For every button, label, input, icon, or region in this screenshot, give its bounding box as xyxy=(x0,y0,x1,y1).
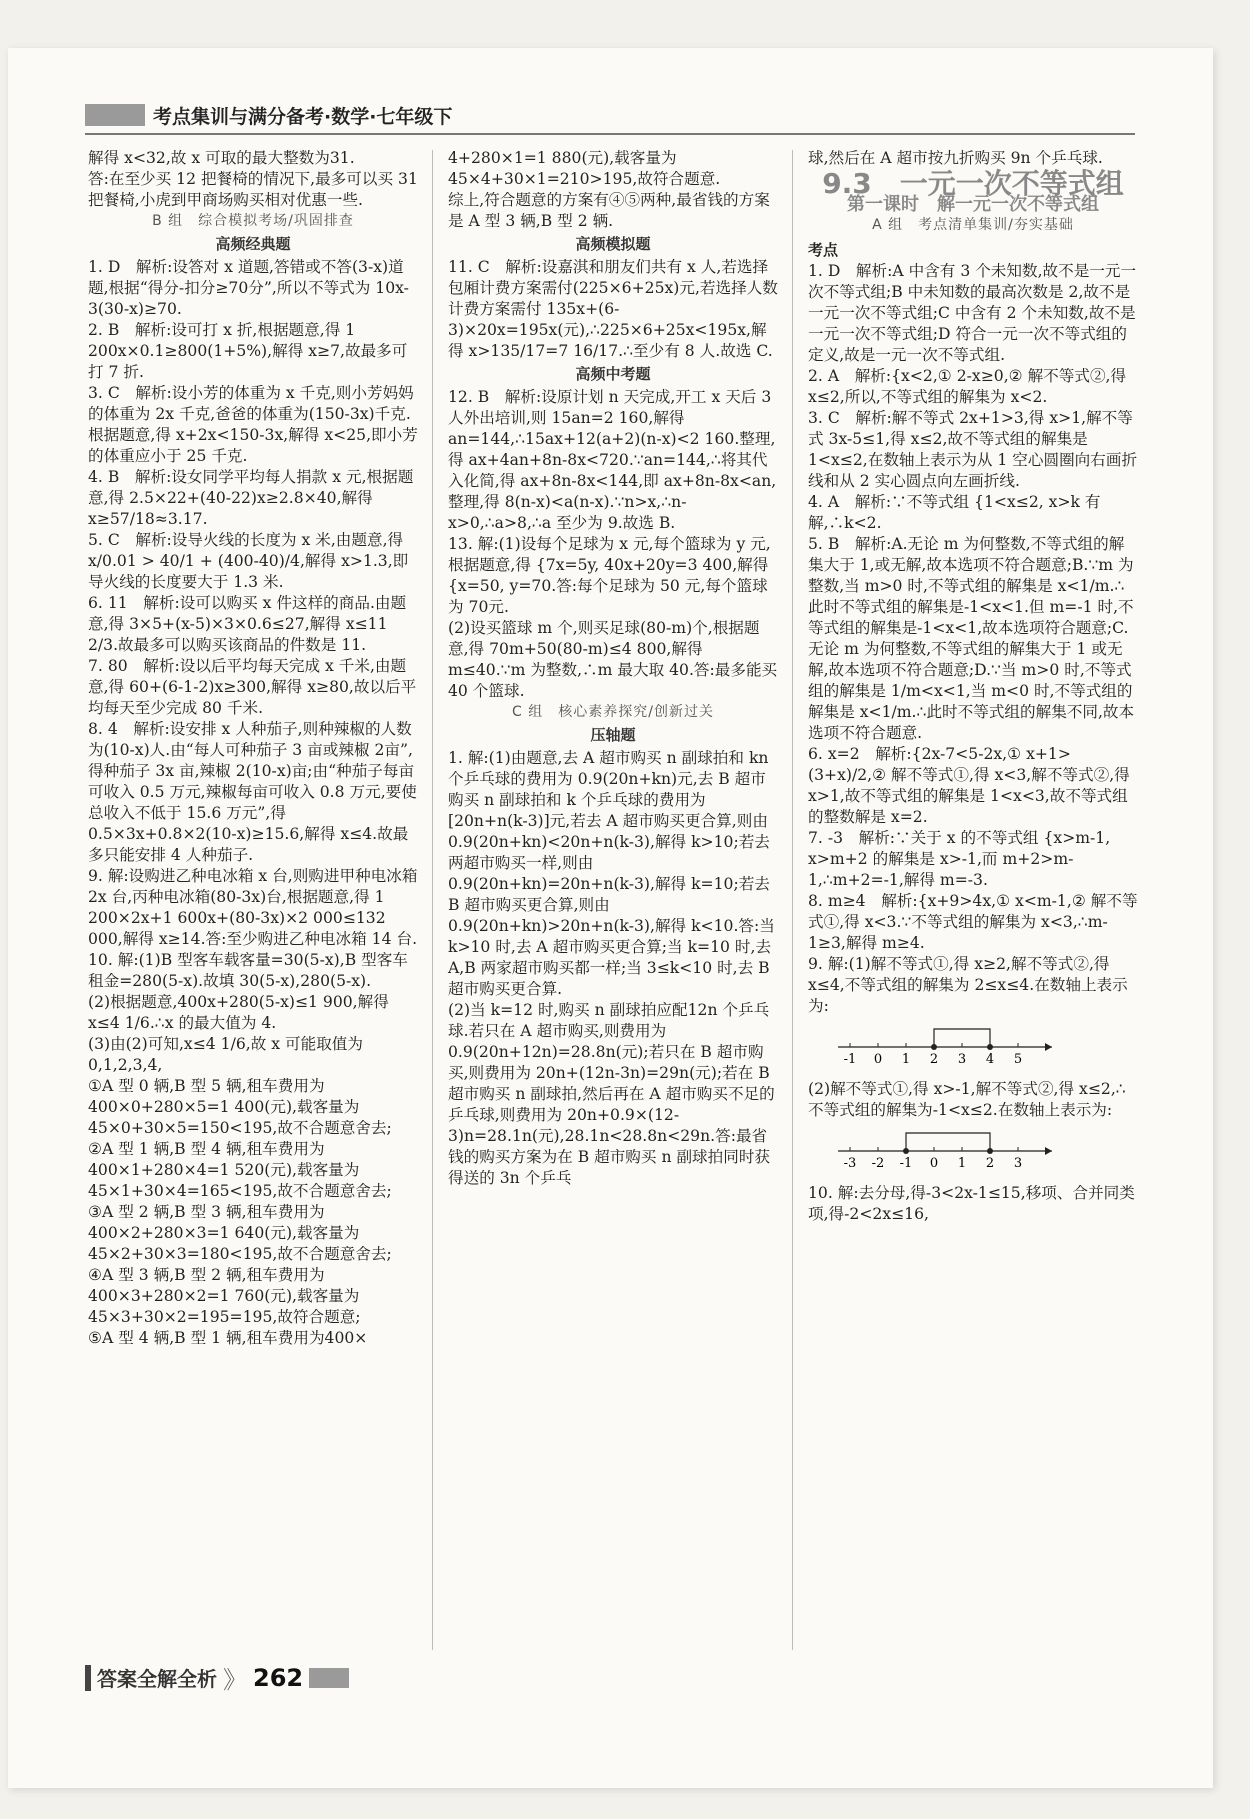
answer-text: 7. -3 解析:∵关于 x 的不等式组 {x>m-1, x>m+2 的解集是 x>-1,而 m+2>m-1,∴m+2=-1,解得 m=-3. xyxy=(808,829,1111,889)
number-line xyxy=(830,1021,1060,1069)
column-divider xyxy=(432,150,433,1650)
answer-text: 7. 80 解析:设以后平均每天完成 x 千米,由题意,得 60+(6-1-2)x≥300,解得 x≥80,故以后平均每天至少完成 80 千米. xyxy=(88,657,417,717)
answer-text: 综上,符合题意的方案有④⑤两种,最省钱的方案是 A 型 3 辆,B 型 2 辆. xyxy=(448,191,770,230)
endpoint-dot xyxy=(987,1148,993,1154)
column-divider xyxy=(792,150,793,1650)
number-line-label: -1 xyxy=(899,1156,913,1171)
answer-text: 5. C 解析:设导火线的长度为 x 米,由题意,得 x/0.01 > 40/1 + (400-40)/4,解得 x>1.3,即导火线的长度要大于 1.3 米. xyxy=(88,531,409,591)
number-line-label: 2 xyxy=(929,1052,939,1067)
answer-text: 6. x=2 解析:{2x-7<5-2x,① x+1>(3+x)/2,② 解不等式①,得 x<3,解不等式②,得 x>1,故不等式组的解集是 1<x<3,故不等式组的整数解是 x=2. xyxy=(808,745,1130,826)
group-heading: A 组 考点清单集训/夯实基础 xyxy=(872,217,1074,233)
solution-bracket xyxy=(906,1133,990,1151)
number-line-label: 1 xyxy=(901,1052,911,1067)
answer-text: ④A 型 3 辆,B 型 2 辆,租车费用为400×3+280×2=1 760(元),载客量为 45×3+30×2=195=195,故符合题意; xyxy=(88,1266,361,1326)
column-3 xyxy=(808,148,1138,1225)
answer-text: 12. B 解析:设原计划 n 天完成,开工 x 天后 3 人外出培训,则 15an=2 160,解得 an=144,∴15ax+12(a+2)(n-x)<2 160.整理,得 ax+4an+8n-8x<720.∵an=144,∴将其代入化简,得 ax+8n-8x<144,即 ax+8n-8x<an,整理,得 8(n-x)<a(n-x).∵n>x,∴n-x>0,∴a>8,∴a 至少为 9.故选 B. xyxy=(448,388,777,532)
column-3-answers xyxy=(808,261,1138,1225)
chevron-right-icon: 》 xyxy=(223,1666,247,1694)
number-line-label: 5 xyxy=(1013,1052,1023,1067)
answer-text: 2. B 解析:设可打 x 折,根据题意,得 1 200x×0.1≥800(1+5%),解得 x≥7,故最多可打 7 折. xyxy=(88,321,408,381)
column-1 xyxy=(88,148,418,1349)
arrow-right-icon xyxy=(1045,1147,1052,1155)
answer-text: 13. 解:(1)设每个足球为 x 元,每个篮球为 y 元,根据题意,得 {7x=5y, 40x+20y=3 400,解得 {x=50, y=70.答:每个足球为 50 元,每个篮球为 70元. xyxy=(448,535,771,616)
header-title: 考点集训与满分备考·数学·七年级下 xyxy=(153,105,453,128)
section-heading: 压轴题 xyxy=(590,726,636,744)
number-line-label: -3 xyxy=(843,1156,857,1171)
answer-text: 6. 11 解析:设可以购买 x 件这样的商品.由题意,得 3×5+(x-5)×3×0.6≤27,解得 x≤11 2/3.故最多可以购买该商品的件数是 11. xyxy=(88,594,407,654)
answer-text: 4. A 解析:∵不等式组 {1<x≤2, x>k 有解,∴k<2. xyxy=(808,493,1101,532)
column-3-continuation xyxy=(808,148,1138,169)
kaodian-heading: 考点 xyxy=(808,241,839,259)
answer-text: ⑤A 型 4 辆,B 型 1 辆,租车费用为400× xyxy=(88,1329,368,1347)
answer-text: 11. C 解析:设嘉淇和朋友们共有 x 人,若选择包厢计费方案需付(225×6+25x)元,若选择人数计费方案需付 135x+(6-3)×20x=195x(元),∴225×6+25x<195x,解得 x>135/17=7 16/17.∴至少有 8 人.故选 C. xyxy=(448,258,778,360)
answer-text: 解得 x<32,故 x 可取的最大整数为31. xyxy=(88,149,355,167)
header-bar-decoration xyxy=(85,104,145,126)
answer-text: 8. 4 解析:设安排 x 人种茄子,则种辣椒的人数为(10-x)人.由“每人可种茄子 3 亩或辣椒 2亩”,得种茄子 3x 亩,辣椒 2(10-x)亩;由“种茄子每亩可收入 0.5 万元,辣椒每亩可收入 0.8 万元,要使总收入不低于 15.6 万元”,得 0.5×3x+0.8×2(10-x)≥15.6,解得 x≤4.故最多只能安排 4 人种茄子. xyxy=(88,720,417,864)
arrow-right-icon xyxy=(1045,1043,1052,1051)
answer-text: (2)当 k=12 时,购买 n 副球拍应配12n 个乒乓球.若只在 A 超市购买,则费用为 0.9(20n+12n)=28.8n(元);若只在 B 超市购买,则费用为 20n+(12n-3n)=29n(元);若在 B 超市购买 n 副球拍,然后再在 A 超市购买不足的乒乓球,则费用为 20n+0.9×(12-3)n=28.1n(元),28.1n<28.8n<29n.答:最省钱的购买方案为在 B 超市购买 n 副球拍同时获得送的 3n 个乒乓 xyxy=(448,1001,775,1187)
section-heading: 高频模拟题 xyxy=(575,235,651,253)
header-rule xyxy=(85,133,1135,135)
chapter-title: 9.3 一元一次不等式组 xyxy=(822,167,1124,200)
footer-block-decoration xyxy=(309,1668,349,1688)
answer-text: ②A 型 1 辆,B 型 4 辆,租车费用为400×1+280×4=1 520(元),载客量为 45×1+30×4=165<195,故不合题意舍去; xyxy=(88,1140,392,1200)
answer-text: ①A 型 0 辆,B 型 5 辆,租车费用为400×0+280×5=1 400(元),载客量为 45×0+30×5=150<195,故不合题意舍去; xyxy=(88,1077,392,1137)
endpoint-dot xyxy=(987,1044,993,1050)
answer-text: ③A 型 2 辆,B 型 3 辆,租车费用为400×2+280×3=1 640(元),载客量为 45×2+30×3=180<195,故不合题意舍去; xyxy=(88,1203,392,1263)
answer-text: 10. 解:(1)B 型客车载客量=30(5-x),B 型客车租金=280(5-x).故填 30(5-x),280(5-x). xyxy=(88,951,408,990)
footer-label: 答案全解全析 xyxy=(97,1667,217,1691)
answer-text: 答:在至少买 12 把餐椅的情况下,最多可以买 31 把餐椅,小虎到甲商场购买相对优惠一些. xyxy=(88,170,418,209)
number-line-label: -1 xyxy=(843,1052,857,1067)
section-heading: 高频经典题 xyxy=(215,235,291,253)
page-number: 262 xyxy=(253,1663,304,1692)
answer-text: (2)设买篮球 m 个,则买足球(80-m)个,根据题意,得 70m+50(80-m)≤4 800,解得 m≤40.∵m 为整数,∴m 最大取 40.答:最多能买 40 个篮球. xyxy=(448,619,778,700)
number-line-label: 2 xyxy=(985,1156,995,1171)
answer-text: 9. 解:(1)解不等式①,得 x≥2,解不等式②,得 x≤4,不等式组的解集为 2≤x≤4.在数轴上表示为: xyxy=(808,955,1128,1015)
number-line-label: -2 xyxy=(871,1156,885,1171)
number-line-label: 0 xyxy=(929,1156,939,1171)
answer-text: 1. D 解析:A 中含有 3 个未知数,故不是一元一次不等式组;B 中未知数的最高次数是 2,故不是一元一次不等式组;C 中含有 2 个未知数,故不是一元一次不等式组;D 符合一元一次不等式组的定义,故是一元一次不等式组. xyxy=(808,262,1137,364)
number-line-label: 3 xyxy=(1013,1156,1023,1171)
number-line-label: 1 xyxy=(957,1156,967,1171)
answer-text: 10. 解:去分母,得-3<2x-1≤15,移项、合并同类项,得-2<2x≤16, xyxy=(808,1184,1135,1223)
answer-text: 3. C 解析:设小芳的体重为 x 千克,则小芳妈妈的体重为 2x 千克,爸爸的体重为(150-3x)千克.根据题意,得 x+2x<150-3x,解得 x<25,即小芳的体重应小于 25 千克. xyxy=(88,384,418,465)
answer-text: 2. A 解析:{x<2,① 2-x≥0,② 解不等式②,得 x≤2,所以,不等式组的解集为 x<2. xyxy=(808,367,1127,406)
answer-text: 3. C 解析:解不等式 2x+1>3,得 x>1,解不等式 3x-5≤1,得 x≤2,故不等式组的解集是 1<x≤2,在数轴上表示为从 1 空心圆圈向右画折线和从 2 实心圆点向左画折线. xyxy=(808,409,1138,490)
answer-text: 4+280×1=1 880(元),载客量为 45×4+30×1=210>195,故符合题意. xyxy=(448,149,721,188)
column-2 xyxy=(448,148,778,1189)
footer-bar-decoration xyxy=(85,1665,91,1691)
endpoint-dot xyxy=(903,1148,909,1154)
answer-text: (2)解不等式①,得 x>-1,解不等式②,得 x≤2,∴不等式组的解集为-1<x≤2.在数轴上表示为: xyxy=(808,1080,1126,1119)
answer-text: 5. B 解析:A.无论 m 为何整数,不等式组的解集大于 1,或无解,故本选项不符合题意;B.∵m 为整数,当 m>0 时,不等式组的解集是 x<1/m.∴此时不等式组的解集是-1<x<1.但 m=-1 时,不等式组的解集是-1<x<1,故本选项符合题意;C.无论 m 为何整数,不等式组的解集大于 1 或无解,故本选项不符合题意;D.∵当 m>0 时,不等式组的解集是 1/m<x<1,当 m<0 时,不等式组的解集是 x<1/m.∴此时不等式组的解集不同,故本选项不符合题意. xyxy=(808,535,1135,742)
answer-text: 1. D 解析:设答对 x 道题,答错或不答(3-x)道题,根据“得分-扣分≥70分”,所以不等式为 10x-3(30-x)≥70. xyxy=(88,258,409,318)
page-header xyxy=(85,100,452,130)
lesson-title: 第一课时 解一元一次不等式组 xyxy=(847,194,1099,215)
page-footer xyxy=(85,1660,349,1695)
answer-text: 球,然后在 A 超市按九折购买 9n 个乒乓球. xyxy=(808,149,1103,167)
number-line-label: 0 xyxy=(873,1052,883,1067)
number-line xyxy=(830,1125,1060,1173)
answer-text: 1. 解:(1)由题意,去 A 超市购买 n 副球拍和 kn 个乒乓球的费用为 0.9(20n+kn)元,去 B 超市购买 n 副球拍和 k 个乒乓球的费用为[20n+n(k-3)]元,若去 A 超市购买更合算,则由 0.9(20n+kn)<20n+n(k-3),解得 k>10;若去两超市购买一样,则由 0.9(20n+kn)=20n+n(k-3),解得 k=10;若去 B 超市购买更合算,则由 0.9(20n+kn)>20n+n(k-3),解得 k<10.答:当 k>10 时,去 A 超市购买更合算;当 k=10 时,去 A,B 两家超市购买都一样;当 3≤k<10 时,去 B 超市购买更合算. xyxy=(448,749,775,998)
answer-text: 9. 解:设购进乙种电冰箱 x 台,则购进甲种电冰箱 2x 台,丙种电冰箱(80-3x)台,根据题意,得 1 200×2x+1 600x+(80-3x)×2 000≤132 000,解得 x≥14.答:至少购进乙种电冰箱 14 台. xyxy=(88,867,418,948)
answer-text: 4. B 解析:设女同学平均每人捐款 x 元,根据题意,得 2.5×22+(40-22)x≥2.8×40,解得 x≥57/18≈3.17. xyxy=(88,468,414,528)
answer-text: (2)根据题意,400x+280(5-x)≤1 900,解得 x≤4 1/6.∴x 的最大值为 4. xyxy=(88,993,389,1032)
group-heading: B 组 综合模拟考场/巩固排查 xyxy=(152,213,354,229)
answer-text: 8. m≥4 解析:{x+9>4x,① x<m-1,② 解不等式①,得 x<3.∵不等式组的解集为 x<3,∴m-1≥3,解得 m≥4. xyxy=(808,892,1138,952)
number-line-label: 4 xyxy=(985,1052,995,1067)
section-heading: 高频中考题 xyxy=(575,365,651,383)
number-line-label: 3 xyxy=(957,1052,967,1067)
endpoint-dot xyxy=(931,1044,937,1050)
group-heading: C 组 核心素养探究/创新过关 xyxy=(512,704,714,720)
answer-text: (3)由(2)可知,x≤4 1/6,故 x 可能取值为 0,1,2,3,4, xyxy=(88,1035,363,1074)
